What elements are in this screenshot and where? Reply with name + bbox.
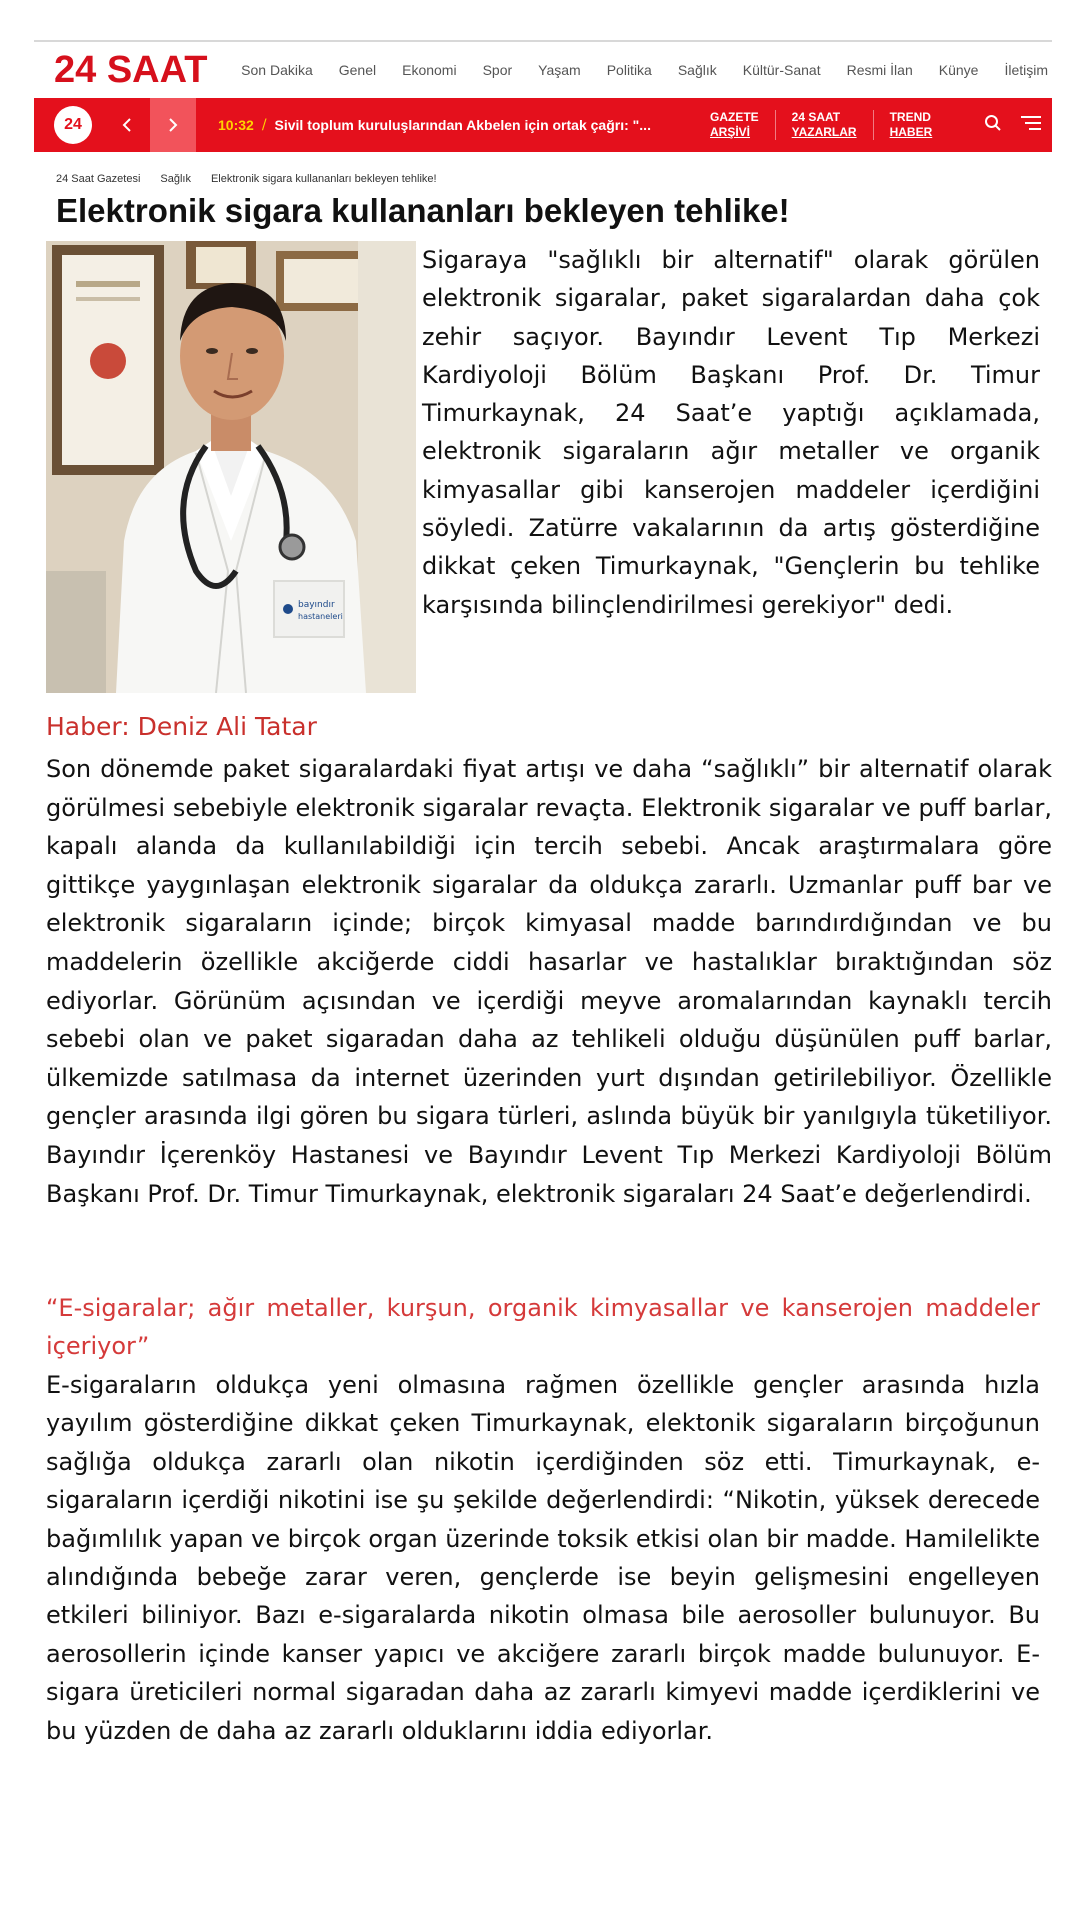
link-line-2: HABER <box>889 125 933 139</box>
site-logo[interactable]: 24 SAAT <box>54 48 208 91</box>
coat-logo-text-1: bayındır <box>298 600 335 610</box>
link-line-1: GAZETE <box>710 110 759 124</box>
nav-item-resmi-ilan[interactable]: Resmi İlan <box>846 62 913 78</box>
article-photo <box>46 241 416 693</box>
link-line-2: YAZARLAR <box>791 125 857 139</box>
nav-item-son-dakika[interactable]: Son Dakika <box>241 62 313 78</box>
search-icon <box>984 114 1002 132</box>
ticker-headline[interactable]: Sivil toplum kuruluşlarından Akbelen için ortak çağrı: "... <box>274 117 651 133</box>
breadcrumb-home[interactable]: 24 Saat Gazetesi <box>56 173 141 185</box>
breaking-news-bar <box>34 98 1052 152</box>
main-nav <box>241 62 1048 78</box>
article-title: Elektronik sigara kullananları bekleyen tehlike! <box>56 192 790 229</box>
link-line-1: TREND <box>889 110 931 124</box>
trend-haber-link[interactable] <box>873 110 949 140</box>
nav-item-kultur-sanat[interactable]: Kültür-Sanat <box>742 62 821 78</box>
article-lead: Sigaraya "sağlıklı bir alternatif" olarak görülen elektronik sigaralar, paket sigaralardan daha çok zehir saçıyor. Bayındır Levent Tıp Merkezi Kardiyoloji Bölüm Başkanı Prof. Dr. Timur Timurkaynak, 24 Saat’e yaptığı açıklamada, elektronik sigaraların ağır metaller ve organik kimyasallar gibi kanserojen maddeler içerdiğini söyledi. Zatürre vakalarının da artış gösterdiğine dikkat çeken Timurkaynak, "Gençlerin bu tehlike karşısında bilinçlendirilmesi gerekiyor" dedi. <box>422 246 1040 619</box>
article-subheading: “E-sigaralar; ağır metaller, kurşun, organik kimyasallar ve kanserojen maddeler içeriyor” <box>46 1294 1040 1360</box>
chevron-left-icon <box>121 117 133 133</box>
breadcrumb-current: Elektronik sigara kullananları bekleyen tehlike! <box>210 173 437 185</box>
ticker-time: 10:32 <box>218 117 254 133</box>
nav-item-genel[interactable]: Genel <box>338 62 377 78</box>
chevron-right-icon <box>167 117 179 133</box>
nav-item-iletisim[interactable]: İletişim <box>1004 62 1048 78</box>
search-button[interactable] <box>984 114 1002 136</box>
link-line-2: ARŞİVİ <box>710 125 751 139</box>
ticker-separator: / <box>261 117 267 133</box>
yazarlar-link[interactable] <box>775 110 873 140</box>
gazete-arsivi-link[interactable] <box>694 110 775 140</box>
nav-item-yasam[interactable]: Yaşam <box>538 62 581 78</box>
header-actions <box>966 114 1042 136</box>
doctor-photo-illustration <box>46 241 416 693</box>
breadcrumb-category[interactable]: Sağlık <box>160 173 191 185</box>
ticker-item[interactable] <box>218 117 688 133</box>
article-byline: Haber: Deniz Ali Tatar <box>46 712 317 741</box>
menu-icon <box>1020 114 1042 132</box>
article-paragraph: E-sigaraların oldukça yeni olmasına rağmen özellikle gençler arasında hızla yayılım gösterdiğine dikkat çeken Timurkaynak, elektonik sigaraların birçoğunun sağlığa oldukça zararlı olan nikotin içerdiğinden söz etti. Timurkaynak, e-sigaraların içerdiği nikotini ise şu şekilde değerlendirdi: “Nikotin, yüksek derecede bağımlılık yapan ve birçok organ üzerinde toksik etkisi olan bir madde. Hamilelikte alındığında bebeğe zarar veren, gençlerde ise beyin gelişmesini engelleyen etkileri biliniyor. Bazı e-sigaralarda nikotin olmasa bile aerosoller bulunuyor. Bu aerosollerin içinde kanser yapıcı ve akciğere zararlı birçok madde bulunuyor. E-sigara üreticileri normal sigaradan daha az zararlı kimyevi madde içerdiklerini ve bu yüzden de daha az zararlı olduklarını iddia ediyorlar. <box>46 1371 1040 1745</box>
ticker-prev-button[interactable] <box>104 98 150 152</box>
nav-item-politika[interactable]: Politika <box>606 62 652 78</box>
nav-item-spor[interactable]: Spor <box>482 62 513 78</box>
nav-item-kunye[interactable]: Künye <box>938 62 979 78</box>
nav-item-ekonomi[interactable]: Ekonomi <box>402 62 457 78</box>
top-navigation <box>34 40 1052 98</box>
nav-item-saglik[interactable]: Sağlık <box>677 62 717 78</box>
ticker-next-button[interactable] <box>150 98 196 152</box>
coat-logo-text-2: hastaneleri <box>298 612 343 621</box>
menu-button[interactable] <box>1020 114 1042 136</box>
breadcrumb <box>56 173 457 185</box>
24-badge-icon[interactable]: 24 <box>54 106 92 144</box>
link-line-1: 24 SAAT <box>791 110 841 124</box>
header-links <box>694 110 948 140</box>
article-paragraph: Son dönemde paket sigaralardaki fiyat artışı ve daha “sağlıklı” bir alternatif olarak görülmesi sebebiyle elektronik sigaralar revaçta. Elektronik sigaralar ve puff barlar, kapalı alanda da kullanılabildiği için tercih sebebi. Ancak araştırmalara göre gittikçe yaygınlaşan elektronik sigaralar da oldukça zararlı. Uzmanlar puff bar ve elektronik sigaraların içinde; birçok kimyasal madde barındırdığından ve bu maddelerin özellikle akciğerde ciddi hasarlar ve hastalıklar bıraktığından söz ediyorlar. Görünüm açısından ve içerdiği meyve aromalarından kaynaklı tercih sebebi olan ve paket sigaradan daha az tehlikeli olduğu düşünülen puff barlar, ülkemizde satılmasa da internet üzerinden yurt dışından getirilebiliyor. Özellikle gençler arasında ilgi gören bu sigara türleri, aslında büyük bir yanılgıyla tüketiliyor. Bayındır İçerenköy Hastanesi ve Bayındır Levent Tıp Merkezi Kardiyoloji Bölüm Başkanı Prof. Dr. Timur Timurkaynak, elektronik sigaraları 24 Saat’e değerlendirdi. <box>46 755 1052 1208</box>
